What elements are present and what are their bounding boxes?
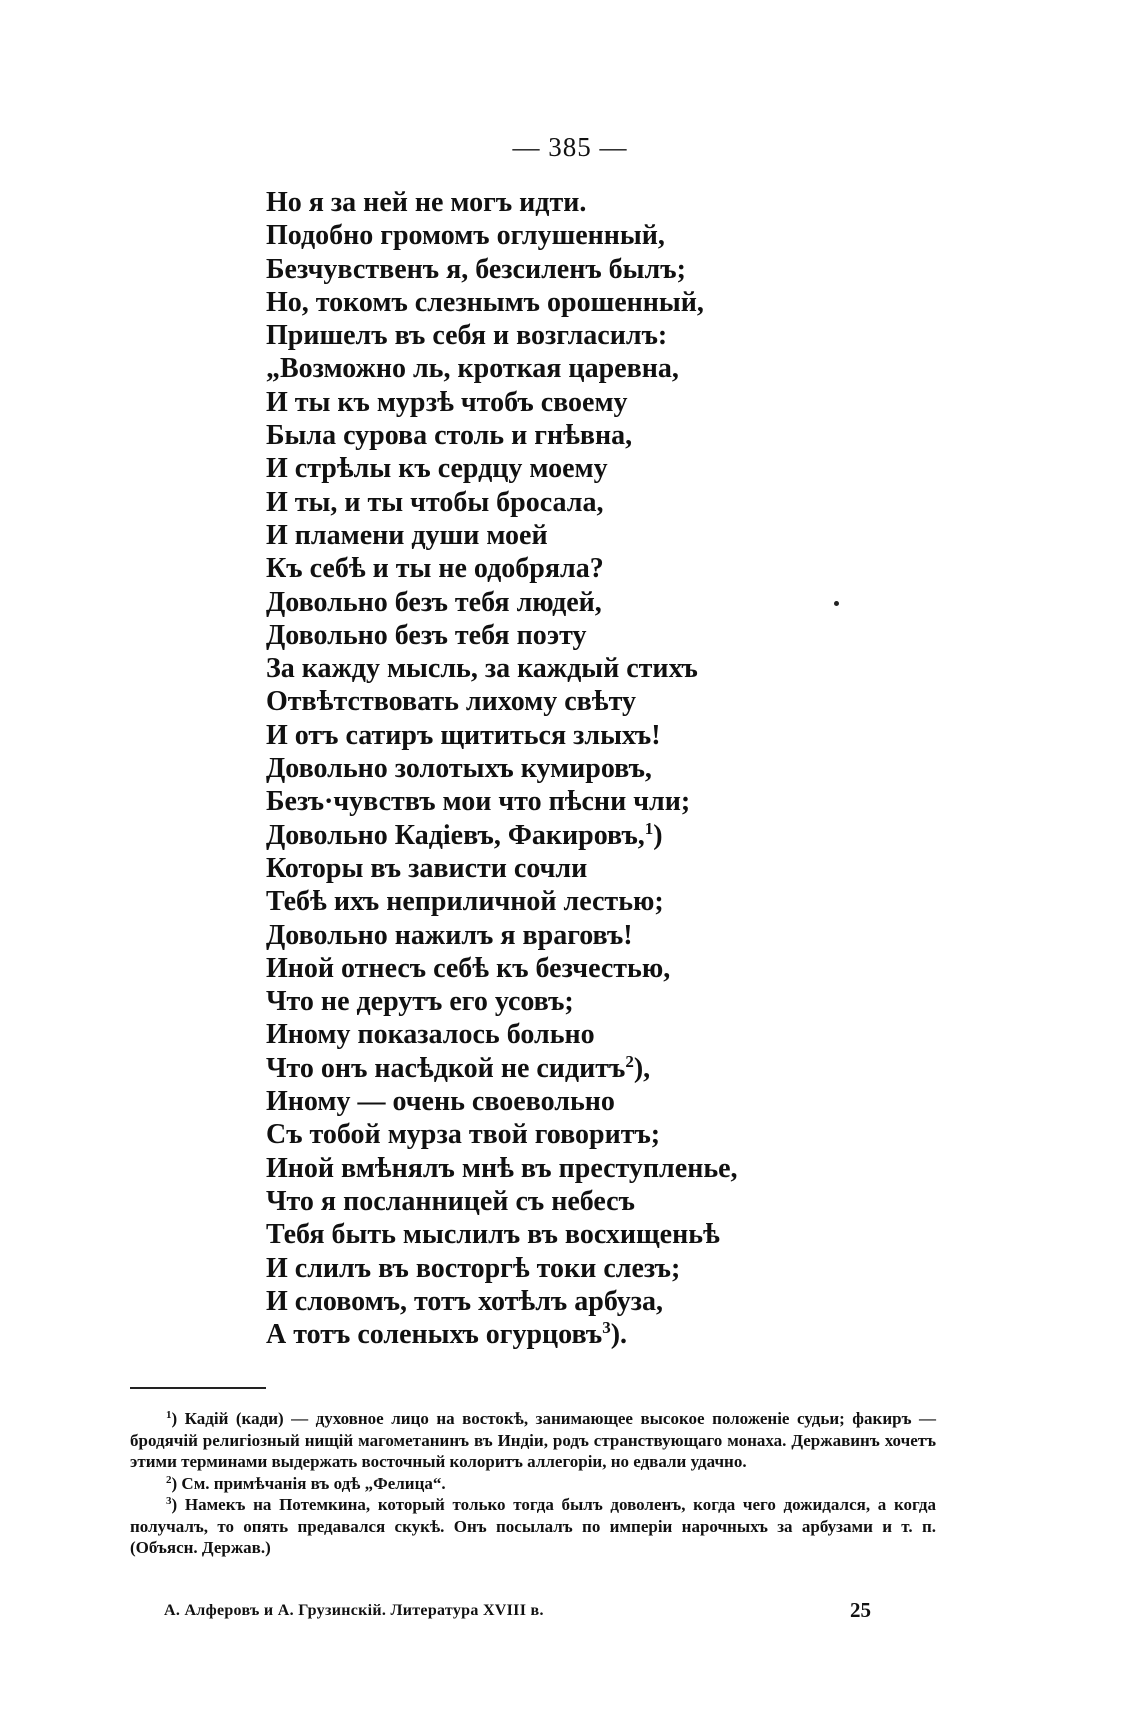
poem-line-text: Къ себѣ и ты не одобряла? (266, 553, 604, 585)
poem-line (266, 519, 738, 552)
poem-line (266, 1285, 738, 1318)
poem-line (266, 286, 738, 319)
poem-line-text: А тотъ соленыхъ огурцовъ (266, 1319, 603, 1351)
poem-line (266, 1085, 738, 1118)
footnote-number: 1 (166, 1409, 172, 1421)
poem-text (266, 186, 738, 1351)
poem-line-text: Довольно безъ тебя людей, (266, 586, 602, 618)
poem-line-text: Довольно безъ тебя поэту (266, 619, 587, 651)
poem-line (266, 952, 738, 985)
poem-line (266, 885, 738, 918)
poem-line-ending: ). (610, 1319, 628, 1351)
poem-line (266, 752, 738, 785)
poem-line-text: Безъ·чувствъ мои что пѣсни чли; (266, 786, 691, 818)
footnote-divider (130, 1387, 266, 1389)
poem-line-text: За кажду мысль, за каждый стихъ (266, 653, 698, 685)
footnote-ref: 2 (625, 1051, 634, 1071)
poem-line (266, 785, 738, 818)
poem-line-text: „Возможно ль, кроткая царевна, (266, 353, 679, 385)
poem-line (266, 1052, 738, 1085)
poem-line-text: Что я посланницей съ небесъ (266, 1185, 635, 1217)
poem-line-ending: ) (653, 819, 663, 851)
poem-line-text: Которы въ зависти сочли (266, 852, 588, 884)
poem-line-text: Что онъ насѣдкой не сидитъ (266, 1052, 626, 1084)
footnote-number: 2 (166, 1473, 172, 1486)
poem-line (266, 219, 738, 252)
poem-line (266, 985, 738, 1018)
poem-line-text: Тебя быть мыслилъ въ восхищеньѣ (266, 1219, 720, 1251)
poem-line-text: Довольно Кадіевъ, Факировъ, (266, 819, 645, 851)
footnote-number: 3 (166, 1495, 172, 1507)
footnotes (130, 1408, 936, 1559)
poem-line (266, 619, 738, 652)
poem-line (266, 819, 738, 852)
poem-line (266, 452, 738, 485)
signature-line: А. Алферовъ и А. Грузинскій. Литература XVIII в. (164, 1602, 544, 1619)
poem-line (266, 1118, 738, 1151)
poem-line-text: Пришелъ въ себя и возгласилъ: (266, 320, 668, 352)
poem-line (266, 652, 738, 685)
poem-line-text: Что не дерутъ его усовъ; (266, 986, 574, 1018)
poem-line-text: И слилъ въ восторгѣ токи слезъ; (266, 1252, 681, 1284)
poem-line (266, 719, 738, 752)
footnote-text: ) Намекъ на Потемкина, который только тогда былъ доволенъ, когда чего дожидался, а когда получалъ, то опять предавался скукѣ. Онъ посылалъ по имперіи нарочныхъ за арбузами и т. п. (Объясн. Держав.) (130, 1495, 936, 1557)
footnote-ref: 3 (602, 1318, 611, 1338)
footnote-text: ) Кадій (кади) — духовное лицо на востокѣ, занимающее высокое положеніе судьи; факиръ — бродячій религіозный нищій магометанинъ въ Индіи, родъ странствующаго монаха. Державинъ хочетъ этими терминами выдержать восточный колоритъ аллегоріи, но едвали удачно. (130, 1409, 936, 1471)
poem-line (266, 486, 738, 519)
margin-speck (834, 601, 839, 606)
page-number: — 385 — (512, 132, 628, 162)
poem-line (266, 852, 738, 885)
footnote-ref: 1 (644, 818, 654, 838)
poem-line (266, 1152, 738, 1185)
poem-line (266, 319, 738, 352)
poem-line-text: Съ тобой мурза твой говоритъ; (266, 1119, 661, 1151)
poem-line-text: Тебѣ ихъ неприличной лестью; (266, 886, 664, 918)
poem-line-text: Подобно громомъ оглушенный, (266, 220, 665, 252)
poem-line-text: Довольно золотыхъ кумировъ, (266, 753, 652, 785)
poem-line (266, 1218, 738, 1251)
poem-line-ending: ), (633, 1052, 651, 1084)
poem-line (266, 419, 738, 452)
poem-line-text: Иному — очень своевольно (266, 1086, 615, 1118)
poem-line-text: Иной отнесъ себѣ къ безчестью, (266, 952, 671, 984)
footnote-1 (130, 1408, 936, 1473)
poem-line (266, 1252, 738, 1285)
poem-line (266, 1185, 738, 1218)
poem-line (266, 253, 738, 286)
footnote-2 (130, 1473, 936, 1495)
poem-line-text: Была сурова столь и гнѣвна, (266, 420, 633, 452)
poem-line-text: Иному показалось больно (266, 1019, 595, 1051)
poem-line (266, 586, 738, 619)
poem-line-text: Довольно нажилъ я враговъ! (266, 919, 633, 951)
footnote-text: ) См. примѣчанія въ одѣ „Фелица“. (171, 1473, 446, 1493)
poem-line (266, 1018, 738, 1051)
poem-line-text: Иной вмѣнялъ мнѣ въ преступленье, (266, 1152, 738, 1184)
poem-line (266, 186, 738, 219)
poem-line (266, 352, 738, 385)
poem-line-text: Но, токомъ слезнымъ орошенный, (266, 286, 704, 318)
signature-number: 25 (850, 1598, 871, 1622)
poem-line-text: И словомъ, тотъ хотѣлъ арбуза, (266, 1285, 664, 1317)
poem-line-text: И отъ сатиръ щититься злыхъ! (266, 719, 661, 751)
poem-line (266, 552, 738, 585)
poem-line-text: Отвѣтствовать лихому свѣту (266, 686, 636, 718)
poem-line (266, 386, 738, 419)
footnote-3 (130, 1494, 936, 1559)
poem-line-text: Безчувственъ я, безсиленъ былъ; (266, 253, 686, 285)
poem-line (266, 919, 738, 952)
poem-line-text: И стрѣлы къ сердцу моему (266, 453, 608, 485)
poem-line (266, 1318, 738, 1351)
poem-line (266, 685, 738, 718)
poem-line-text: И ты, и ты чтобы бросала, (266, 486, 604, 518)
poem-line-text: И ты къ мурзѣ чтобъ своему (266, 386, 628, 418)
poem-line-text: Но я за ней не могъ идти. (266, 187, 587, 218)
poem-line-text: И пламени души моей (266, 519, 548, 551)
